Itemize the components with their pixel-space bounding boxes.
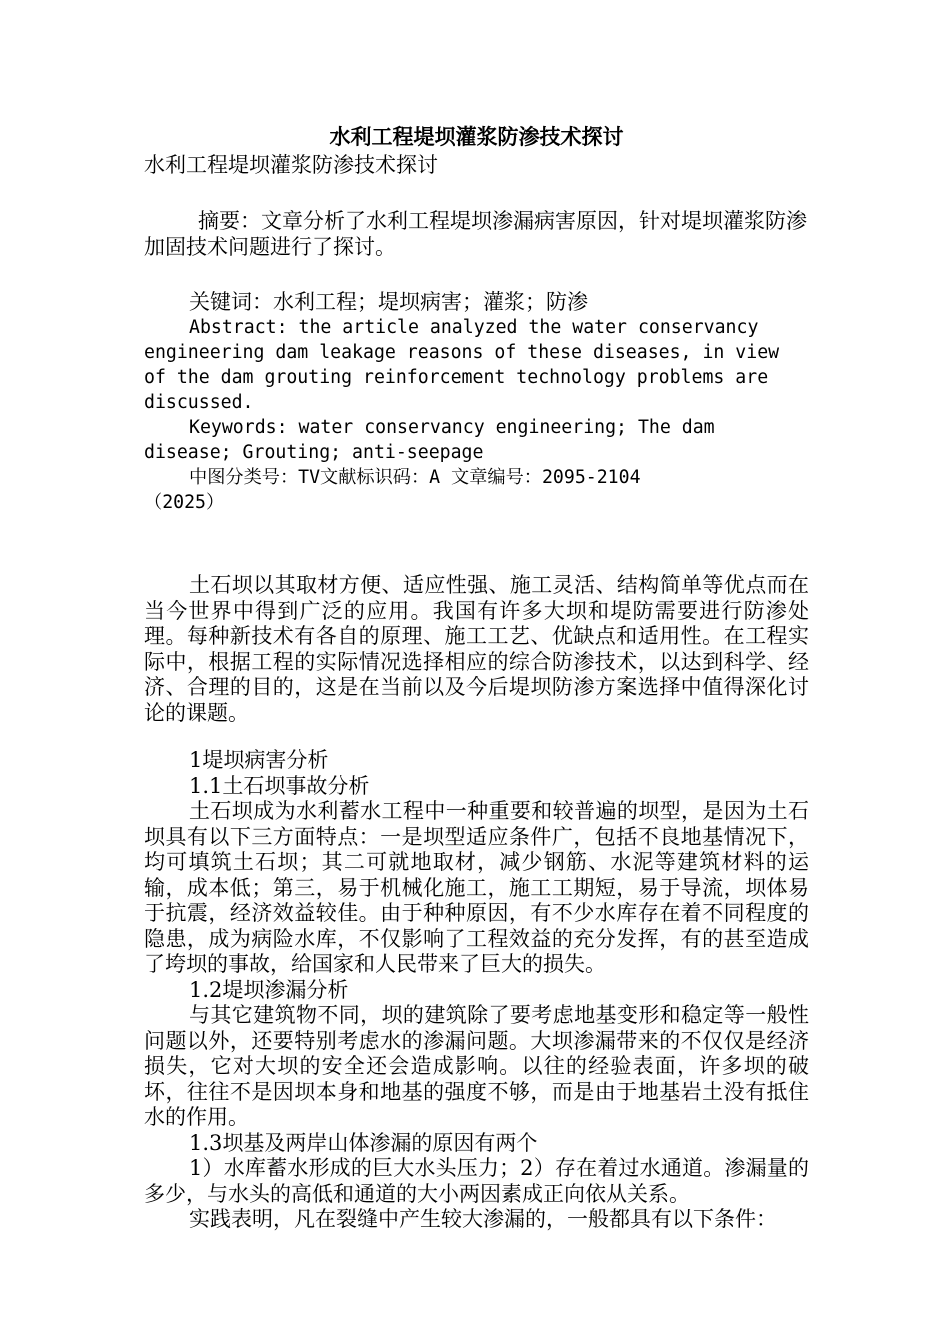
section-heading-1-3: 1.3坝基及两岸山体渗漏的原因有两个 [189, 1130, 538, 1155]
paragraph-1-1: 土石坝成为水利蓄水工程中一种重要和较普遍的坝型，是因为土石坝具有以下三方面特点：一是坝型适应条件广，包括不良地基情况下，均可填筑土石坝；其二可就地取材，减少钢筋、水泥等建筑材料的运输，成本低；第三，易于机械化施工，施工工期短，易于导流，坝体易于抗震，经济效益较佳。由于种种原因，有不少水库存在着不同程度的隐患，成为病险水库，不仅影响了工程效益的充分发挥，有的甚至造成了垮坝的事故，给国家和人民带来了巨大的损失。 [144, 799, 809, 976]
paragraph-1-3-b: 实践表明，凡在裂缝中产生较大渗漏的，一般都具有以下条件： [189, 1207, 777, 1231]
classification-line: 中图分类号：TV文献标识码：A 文章编号：2095-2104（2025） [144, 467, 641, 513]
document-title: 水利工程堤坝灌浆防渗技术探讨 [329, 124, 624, 149]
document-subtitle: 水利工程堤坝灌浆防渗技术探讨 [144, 153, 438, 177]
keywords-cn: 关键词：水利工程；堤坝病害；灌浆；防渗 [189, 290, 588, 314]
keywords-en: Keywords: water conservancy engineering; The dam disease; Grouting; anti-seepage [144, 417, 715, 463]
abstract-en: Abstract: the article analyzed the water conservancy engineering dam leakage reasons of these diseases, in view of the dam grouting reinforcement technology problems are discussed. [144, 317, 780, 413]
abstract-cn: 摘要：文章分析了水利工程堤坝渗漏病害原因，针对堤坝灌浆防渗加固技术问题进行了探讨。 [144, 209, 807, 259]
intro-paragraph: 土石坝以其取材方便、适应性强、施工灵活、结构简单等优点而在当今世界中得到广泛的应用。我国有许多大坝和堤防需要进行防渗处理。每种新技术有各自的原理、施工工艺、优缺点和适用性。在工程实际中，根据工程的实际情况选择相应的综合防渗技术，以达到科学、经济、合理的目的，这是在当前以及今后堤坝防渗方案选择中值得深化讨论的课题。 [144, 573, 809, 725]
paragraph-1-2: 与其它建筑物不同，坝的建筑除了要考虑地基变形和稳定等一般性问题以外，还要特别考虑水的渗漏问题。大坝渗漏带来的不仅仅是经济损失，它对大坝的安全还会造成影响。以往的经验表面，许多坝的破坏，往往不是因坝本身和地基的强度不够，而是由于地基岩土没有抵住水的作用。 [144, 1003, 809, 1129]
section-heading-1: 1堤坝病害分析 [189, 748, 329, 772]
paragraph-1-3-a: 1）水库蓄水形成的巨大水头压力；2）存在着过水通道。渗漏量的多少，与水头的高低和通道的大小两因素成正向依从关系。 [144, 1156, 809, 1206]
section-heading-1-1: 1.1土石坝事故分析 [189, 773, 370, 798]
section-heading-1-2: 1.2堤坝渗漏分析 [189, 977, 349, 1002]
document-page [144, 122, 809, 1233]
